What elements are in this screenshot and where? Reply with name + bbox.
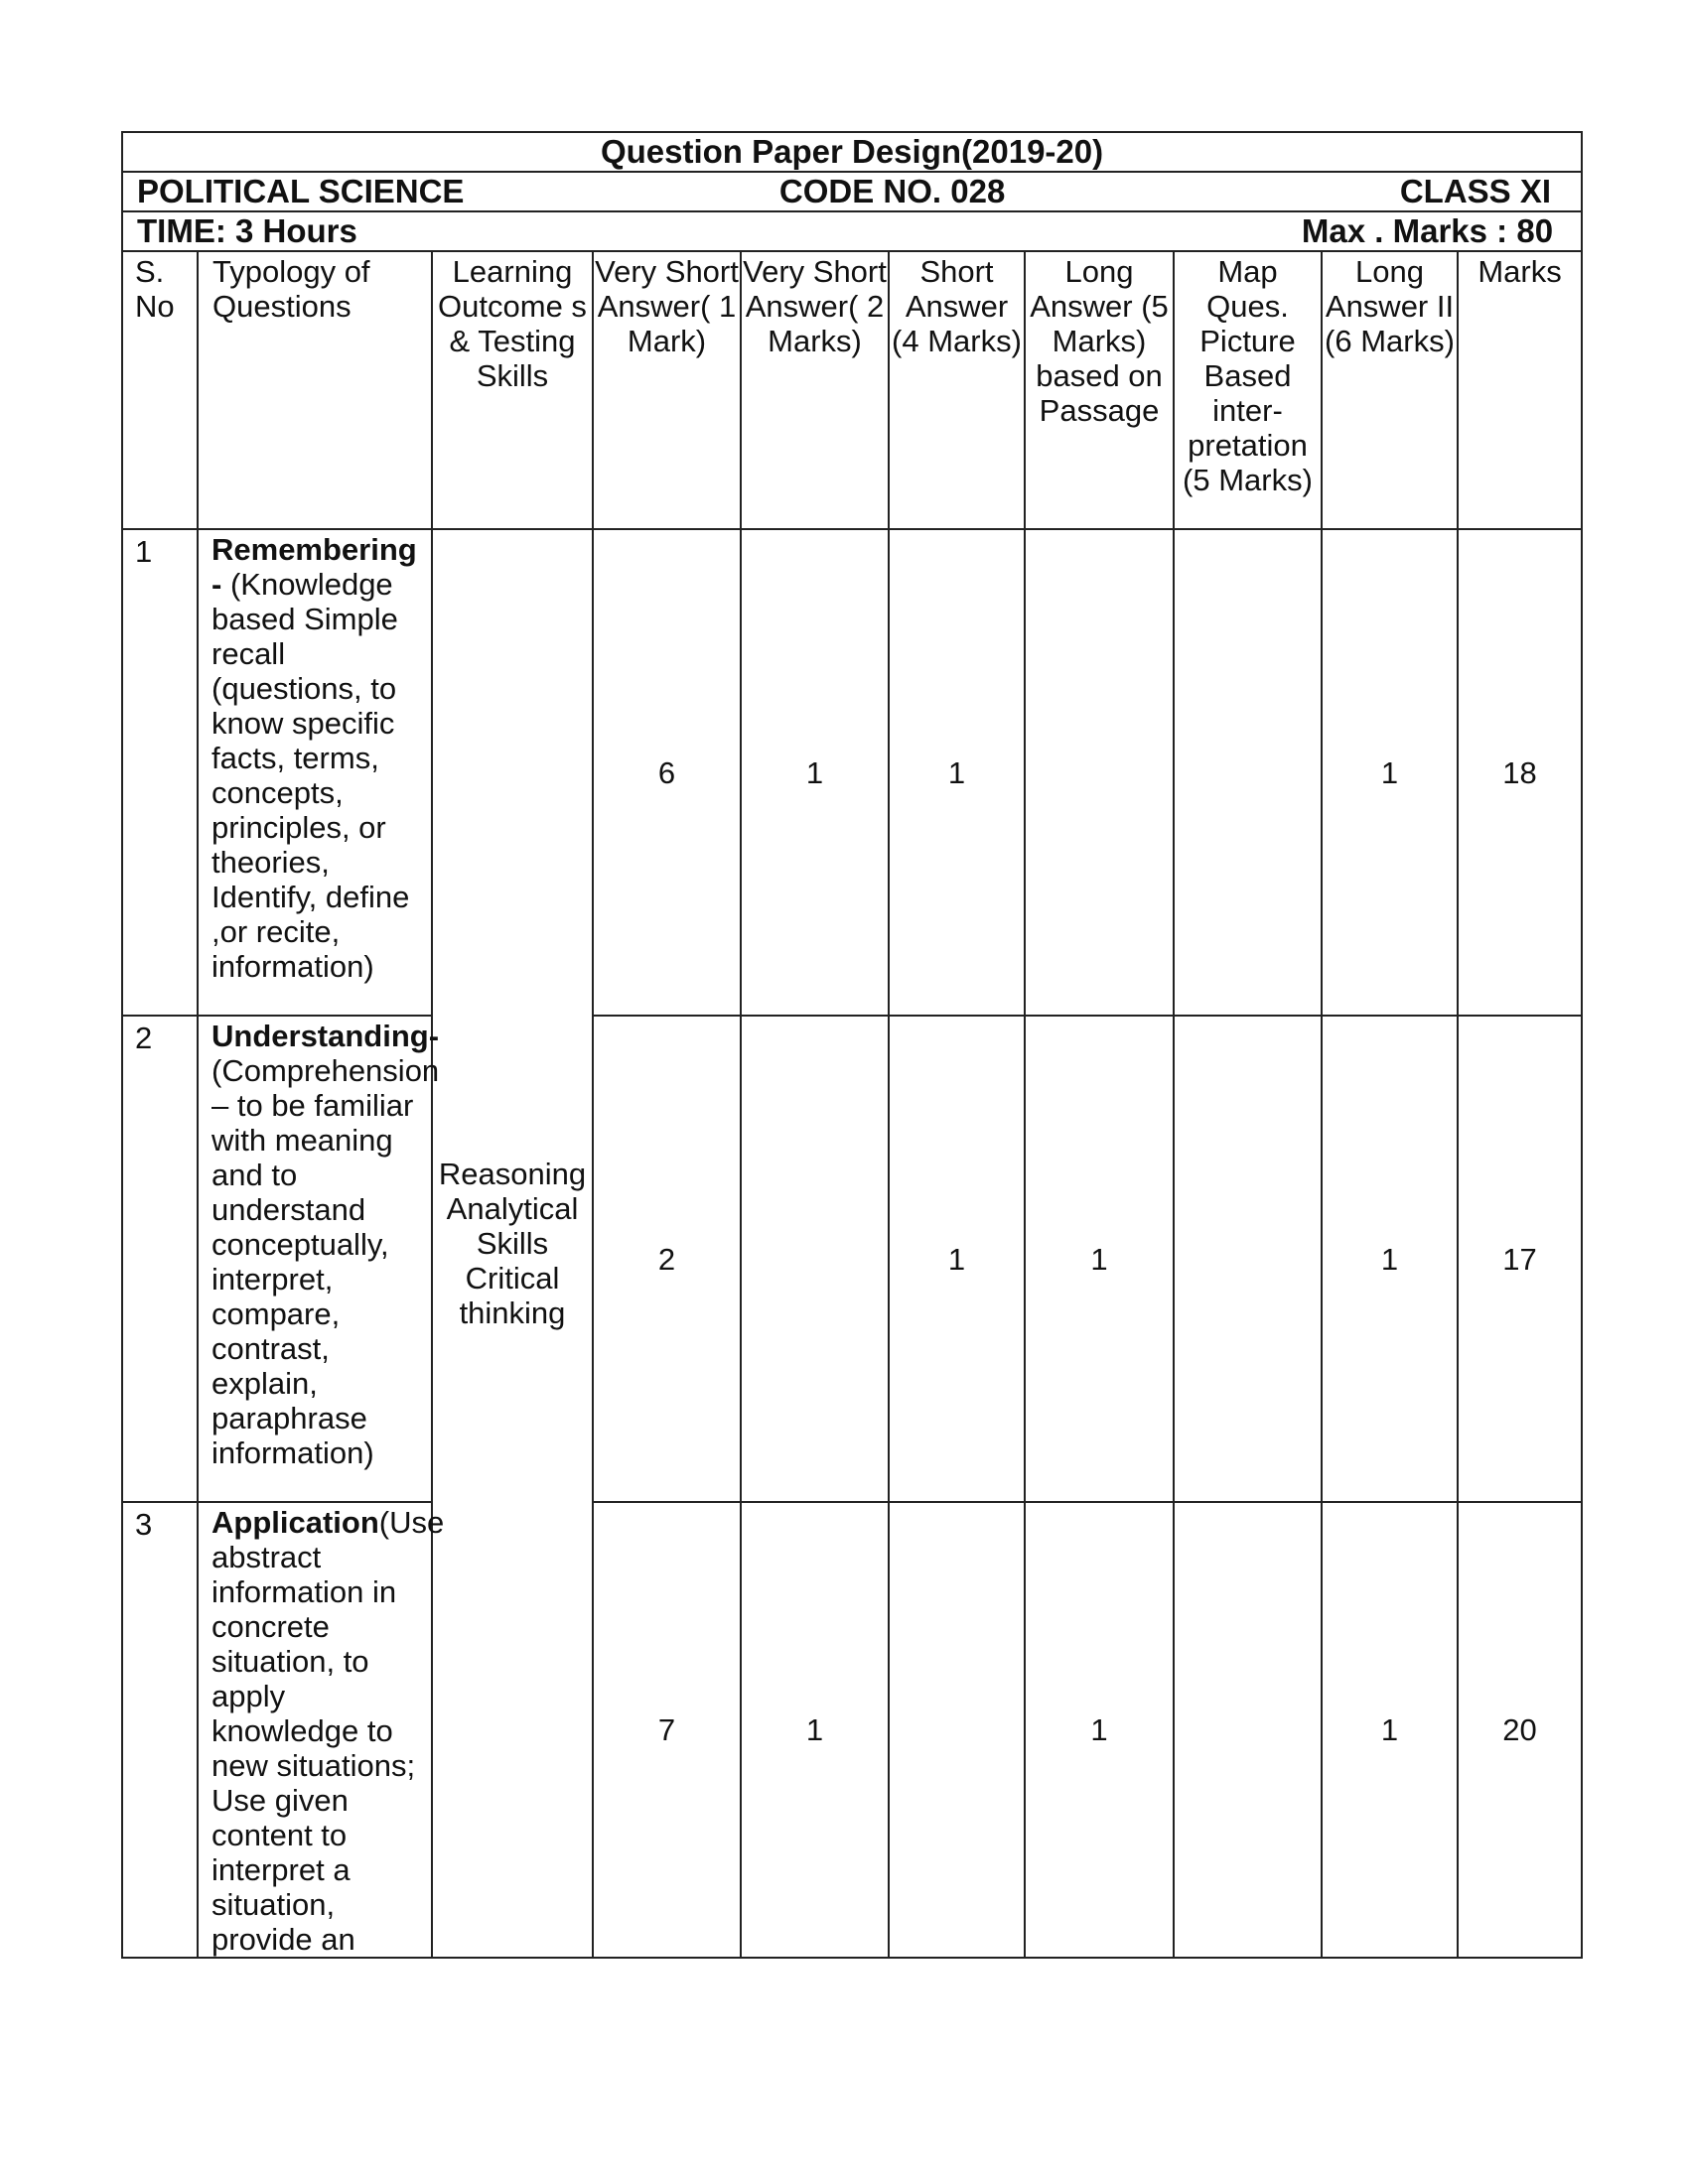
table-row — [122, 529, 1582, 1016]
row-total-marks: 17 — [1458, 1016, 1582, 1502]
column-header: Learning Outcome s & Testing Skills — [432, 251, 593, 529]
learning-outcome-cell: Reasoning Analytical Skills Critical thinking — [432, 529, 593, 1958]
subject-code: CODE NO. 028 — [778, 173, 1006, 209]
column-header: Typology of Questions — [198, 251, 432, 529]
typology-description: (Use abstract information in concrete situation, to apply knowledge to new situations; Use given content to interpret a situation, provide an — [211, 1505, 445, 1957]
vsa-2-marks-count — [741, 1016, 889, 1502]
typology-heading: Application — [211, 1505, 379, 1540]
map-picture-count — [1174, 529, 1322, 1016]
map-picture-count — [1174, 1016, 1322, 1502]
column-header: Map Ques. Picture Based inter- pretation (5 Marks) — [1174, 251, 1322, 529]
serial-number: 3 — [122, 1502, 198, 1958]
class-label: CLASS XI — [1399, 173, 1552, 209]
column-header: S. No — [122, 251, 198, 529]
typology-cell — [198, 1502, 445, 1958]
long-answer-passage-count: 1 — [1025, 1016, 1174, 1502]
vsa-2-marks-count: 1 — [741, 529, 889, 1016]
long-answer-passage-count — [1025, 529, 1174, 1016]
serial-number: 1 — [122, 529, 198, 1016]
short-answer-count — [889, 1502, 1025, 1958]
long-answer-ii-count: 1 — [1322, 1016, 1458, 1502]
short-answer-count: 1 — [889, 1016, 1025, 1502]
typology-cell — [198, 1016, 440, 1502]
table-row — [122, 1502, 1582, 1958]
short-answer-count: 1 — [889, 529, 1025, 1016]
typology-cell — [198, 529, 432, 1016]
vsa-2-marks-count: 1 — [741, 1502, 889, 1958]
typology-description: (Knowledge based Simple recall (questions, to know specific facts, terms, concepts, principles, or theories, Identify, define ,or recite, information) — [211, 567, 410, 984]
subject-name: POLITICAL SCIENCE — [137, 173, 465, 209]
map-picture-count — [1174, 1502, 1322, 1958]
table-row — [122, 1016, 1582, 1502]
column-header: Very Short Answer( 1 Mark) — [593, 251, 741, 529]
row-total-marks: 18 — [1458, 529, 1582, 1016]
question-paper-design-document — [121, 131, 1581, 1959]
time-label: TIME: 3 Hours — [137, 212, 357, 249]
column-header: Very Short Answer( 2 Marks) — [741, 251, 889, 529]
typology-description: (Comprehension – to be familiar with meaning and to understand conceptually, interpret, compare, contrast, explain, paraphrase information) — [211, 1053, 440, 1470]
column-header: Long Answer (5 Marks) based on Passage — [1025, 251, 1174, 529]
serial-number: 2 — [122, 1016, 198, 1502]
vsa-1-mark-count: 6 — [593, 529, 741, 1016]
typology-heading: Understanding- — [211, 1019, 440, 1053]
long-answer-ii-count: 1 — [1322, 1502, 1458, 1958]
column-header: Marks — [1458, 251, 1582, 529]
subject-bar — [122, 172, 1582, 211]
typology-heading: Remembering - — [211, 532, 417, 602]
long-answer-passage-count: 1 — [1025, 1502, 1174, 1958]
column-header-row — [122, 251, 1582, 529]
design-table — [121, 131, 1583, 1959]
row-total-marks: 20 — [1458, 1502, 1582, 1958]
vsa-1-mark-count: 2 — [593, 1016, 741, 1502]
column-header: Long Answer II (6 Marks) — [1322, 251, 1458, 529]
column-header: Short Answer (4 Marks) — [889, 251, 1025, 529]
document-title: Question Paper Design(2019-20) — [122, 132, 1582, 172]
vsa-1-mark-count: 7 — [593, 1502, 741, 1958]
max-marks-label: Max . Marks : 80 — [1301, 212, 1554, 249]
long-answer-ii-count: 1 — [1322, 529, 1458, 1016]
time-marks-bar — [122, 211, 1582, 251]
